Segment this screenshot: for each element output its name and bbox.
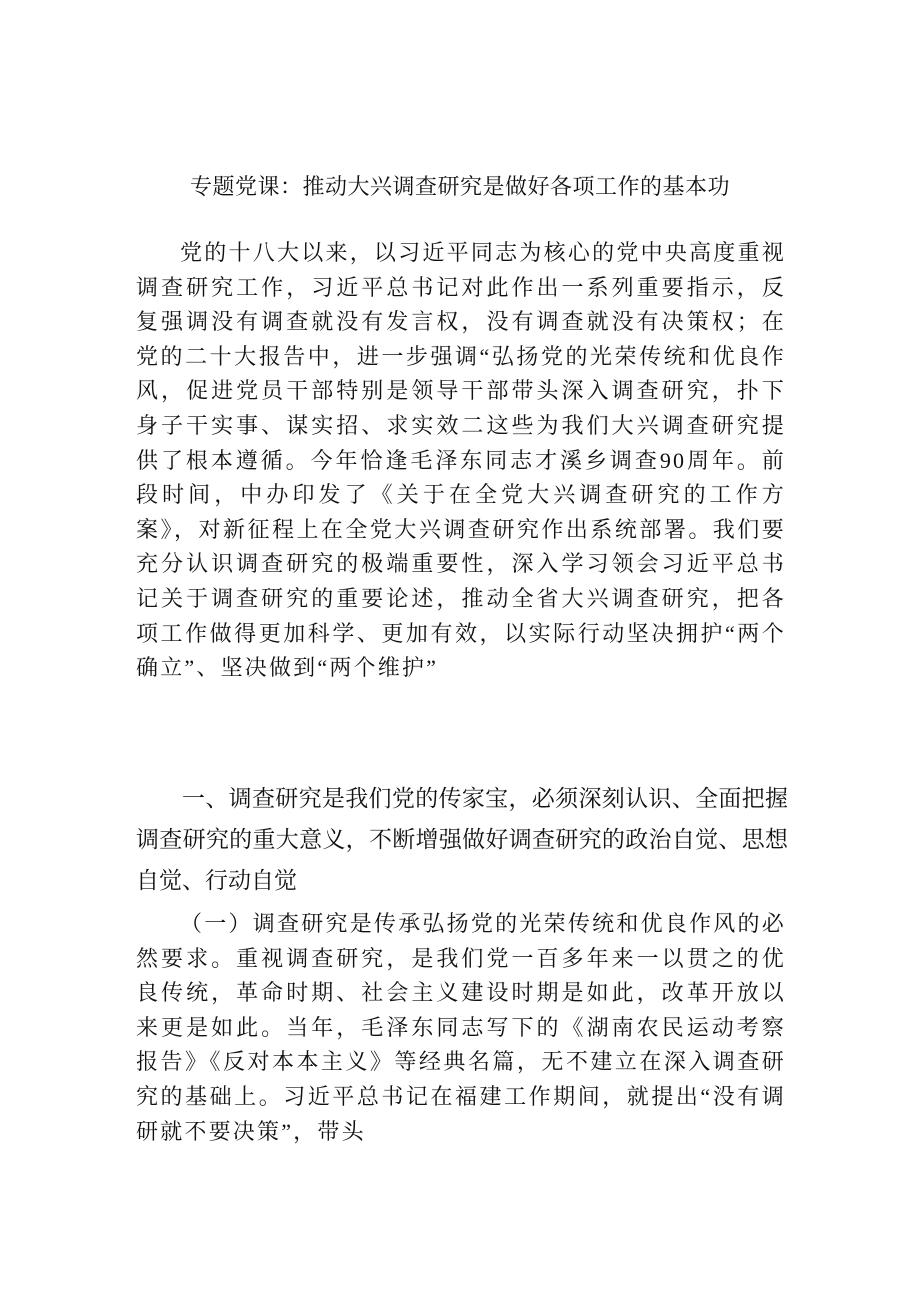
intro-paragraph: 党的十八大以来，以习近平同志为核心的党中央高度重视调查研究工作，习近平总书记对此作出一系列重要指示，反复强调没有调查就没有发言权，没有调查就没有决策权；在党的二十大报告中，进一步强调“弘扬党的光荣传统和优良作风，促进党员干部特别是领导干部带头深入调查研究，扑下身子干实事、谋实招、求实效二这些为我们大兴调查研究提供了根本遵循。今年恰逢毛泽东同志才溪乡调查90周年。前段时间，中办印发了《关于在全党大兴调查研究的工作方案》，对新征程上在全党大兴调查研究作出系统部署。我们要充分认识调查研究的极端重要性，深入学习领会习近平总书记关于调查研究的重要论述，推动全省大兴调查研究，把各项工作做得更加科学、更加有效，以实际行动坚决拥护“两个确立”、坚决做到“两个维护” xyxy=(136,240,786,681)
document-title: 专题党课：推动大兴调查研究是做好各项工作的基本功 xyxy=(189,174,730,199)
subsection-paragraph: （一）调查研究是传承弘扬党的光荣传统和优良作风的必然要求。重视调查研究，是我们党一百多年来一以贯之的优良传统，革命时期、社会主义建设时期是如此，改革开放以来更是如此。当年，毛泽东同志写下的《湖南农民运动考察报告》《反对本本主义》等经典名篇，无不建立在深入调查研究的基础上。习近平总书记在福建工作期间，就提出“没有调研就不要决策”，带头 xyxy=(136,911,786,1144)
section-heading: 一、调查研究是我们党的传家宝，必须深刻认识、全面把握调查研究的重大意义，不断增强做好调查研究的政治自觉、思想自觉、行动自觉 xyxy=(136,785,788,893)
